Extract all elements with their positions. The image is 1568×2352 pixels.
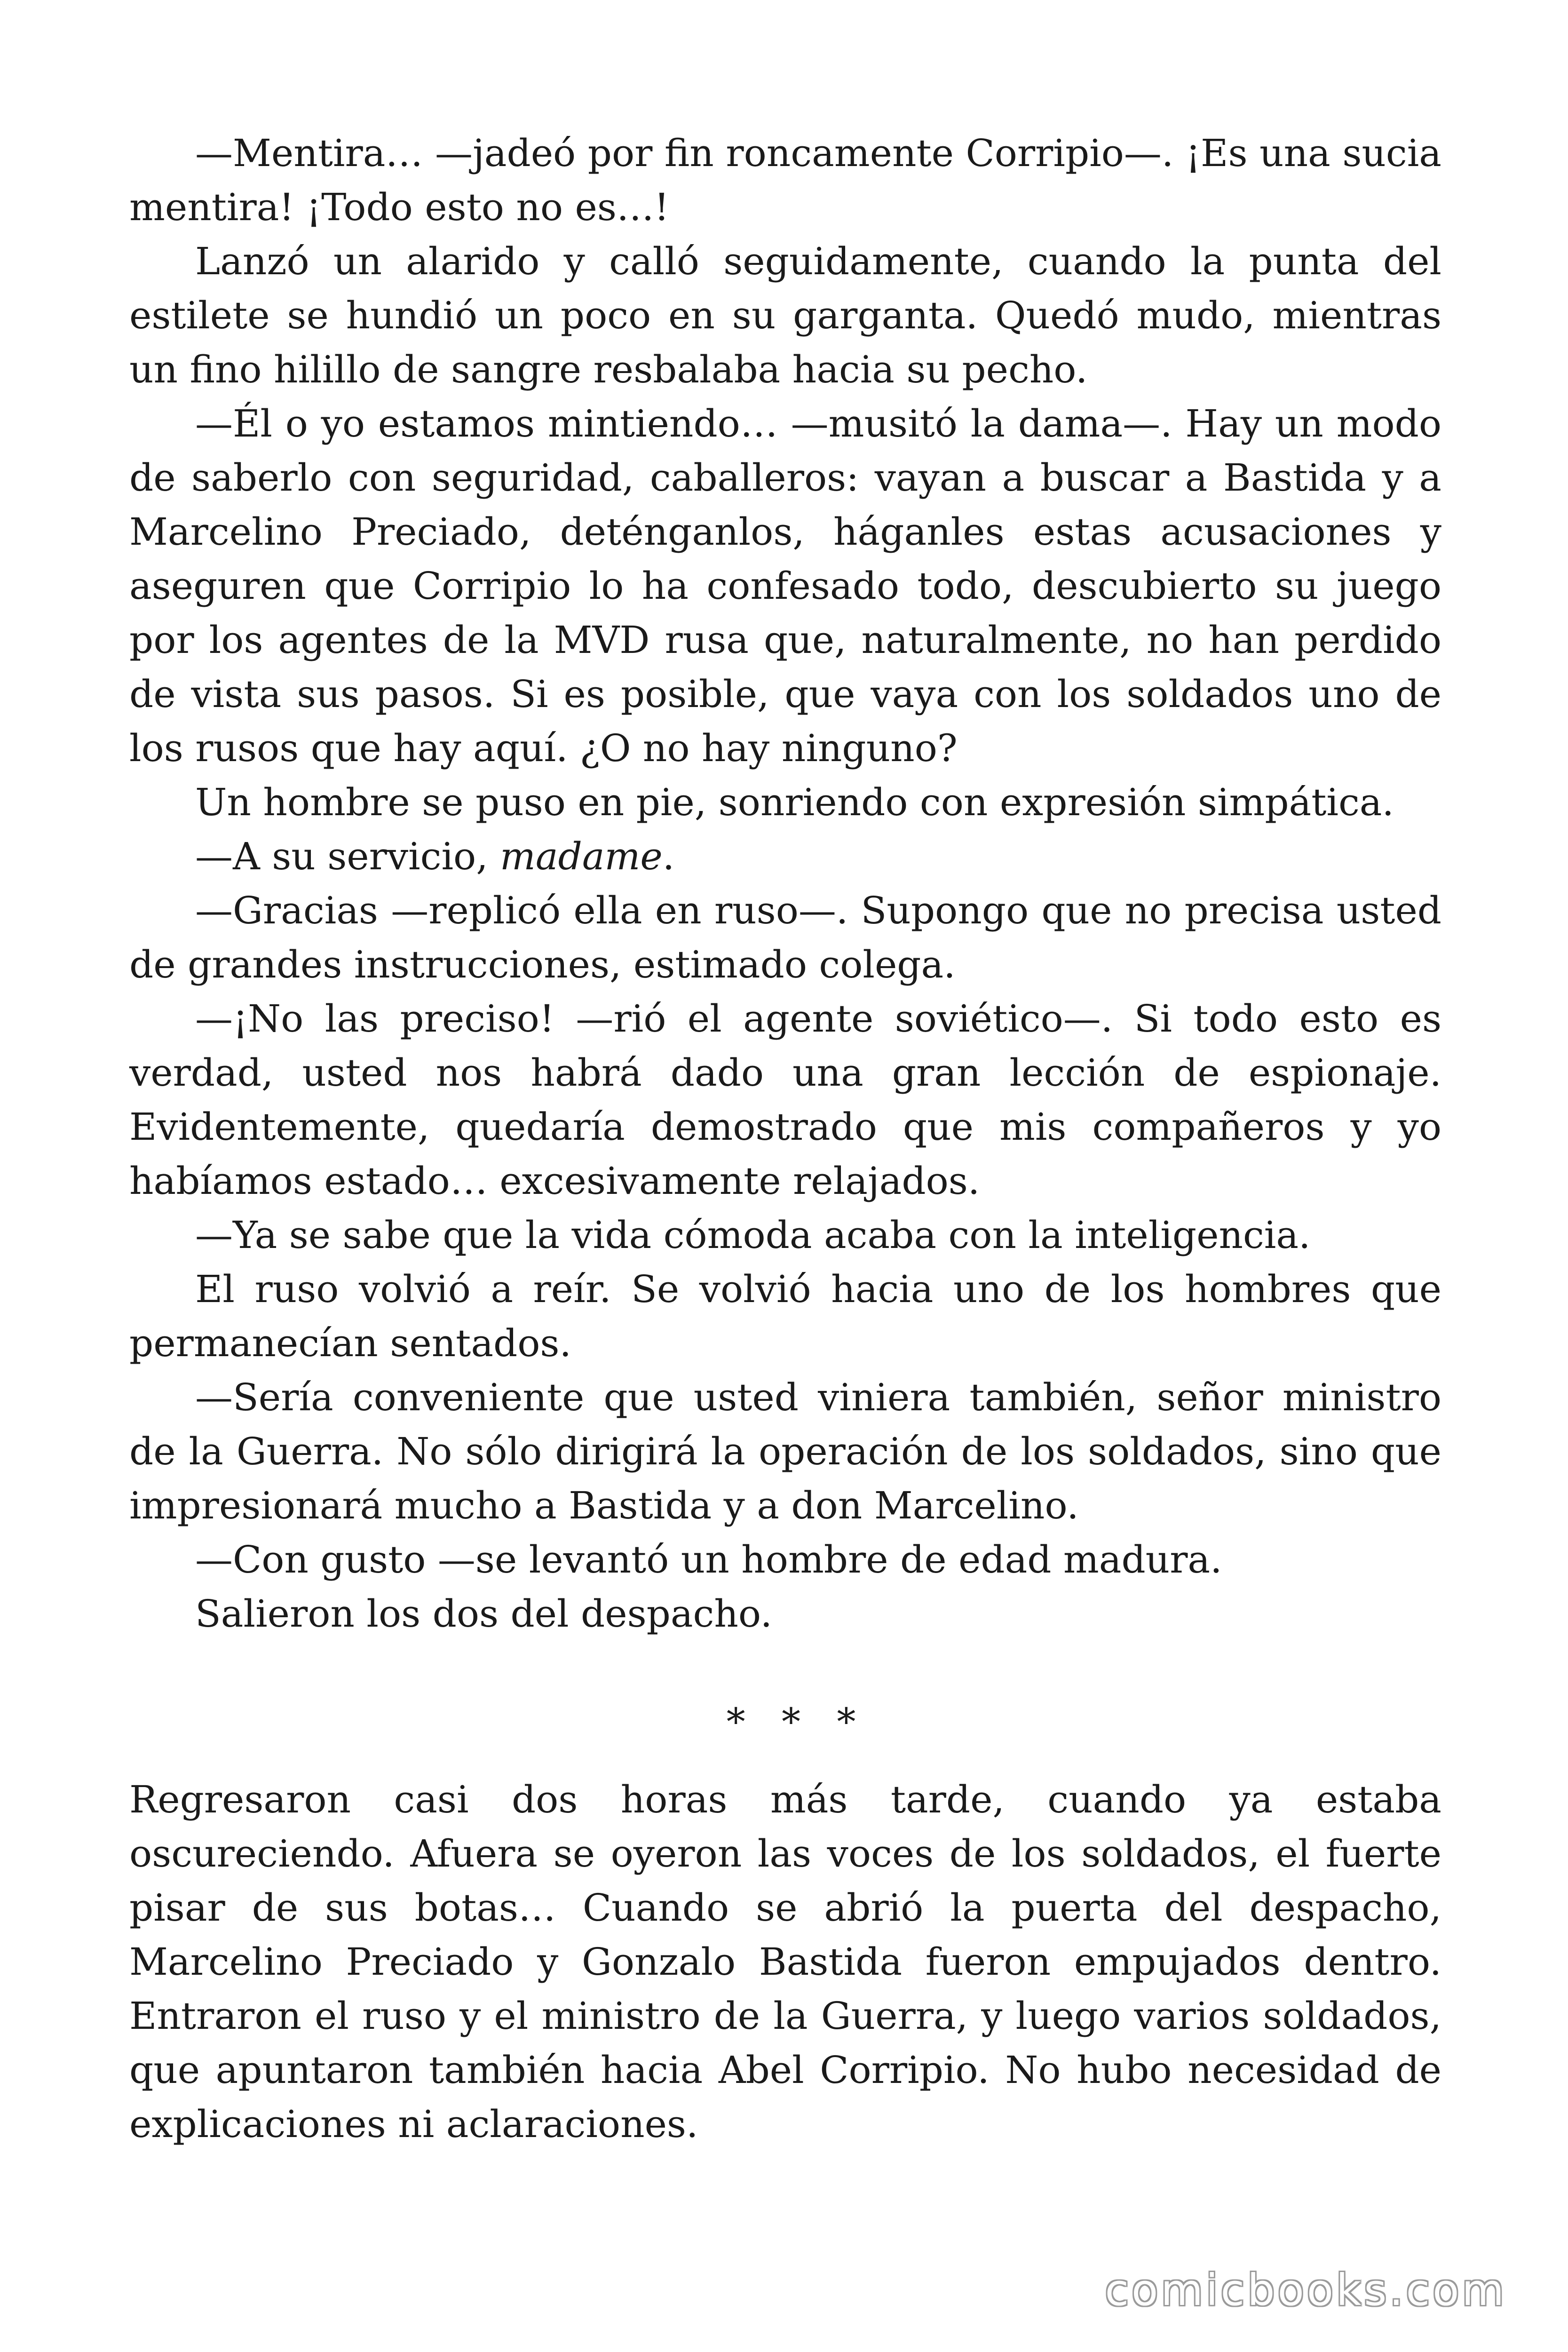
madame-italic: madame (500, 834, 663, 878)
paragraph: Un hombre se puso en pie, sonriendo con expresión simpática. (195, 780, 1394, 824)
paragraph: —Él o yo estamos mintiendo… —musitó la dama—. Hay un modo de saberlo con seguridad, caballeros: vayan a buscar a Bastida y a Marcelino Preciado, deténganlos, háganles estas acusaciones y aseguren que Corripio lo ha confesado todo, descubierto su juego por los agentes de la MVD rusa que, naturalmente, no han perdido de vista sus pasos. Si es posible, que vaya con los soldados uno de los rusos que hay aquí. ¿O no hay ninguno? (129, 402, 1441, 770)
madame-prefix: —A su servicio, (195, 834, 500, 878)
paragraph: Salieron los dos del despacho. (195, 1592, 773, 1636)
watermark-logo: comicbooks.com (1105, 2265, 1507, 2315)
scene-break: * * * (726, 1700, 868, 1744)
paragraph: —Ya se sabe que la vida cómoda acaba con la inteligencia. (195, 1213, 1311, 1257)
paragraph: —Con gusto —se levantó un hombre de edad madura. (195, 1538, 1222, 1581)
paragraph: El ruso volvió a reír. Se volvió hacia uno de los hombres que permanecían sentados. (129, 1267, 1441, 1365)
paragraph: Lanzó un alarido y calló seguidamente, cuando la punta del estilete se hundió un poco en su garganta. Quedó mudo, mientras un fino hilillo de sangre resbalaba hacia su pecho. (129, 239, 1441, 391)
paragraph: —Sería conveniente que usted viniera también, señor ministro de la Guerra. No sólo dirigirá la operación de los soldados, sino que impresionará mucho a Bastida y a don Marcelino. (129, 1375, 1441, 1527)
madame-suffix: . (662, 834, 675, 878)
book-page (129, 126, 1441, 2151)
paragraph: —¡No las preciso! —rió el agente soviético—. Si todo esto es verdad, usted nos habrá dado una gran lección de espionaje. Evidentemente, quedaría demostrado que mis compañeros y yo habíamos estado… excesivamente relajados. (129, 997, 1441, 1203)
paragraph: —Mentira… —jadeó por fin roncamente Corripio—. ¡Es una sucia mentira! ¡Todo esto no es…! (129, 131, 1441, 229)
paragraph: —Gracias —replicó ella en ruso—. Supongo que no precisa usted de grandes instrucciones, estimado colega. (129, 889, 1441, 986)
paragraph: Regresaron casi dos horas más tarde, cuando ya estaba oscureciendo. Afuera se oyeron las voces de los soldados, el fuerte pisar de sus botas… Cuando se abrió la puerta del despacho, Marcelino Preciado y Gonzalo Bastida fueron empujados dentro. Entraron el ruso y el ministro de la Guerra, y luego varios soldados, que apuntaron también hacia Abel Corripio. No hubo necesidad de explicaciones ni aclaraciones. (129, 1778, 1441, 2146)
paragraph-madame (129, 829, 1441, 883)
